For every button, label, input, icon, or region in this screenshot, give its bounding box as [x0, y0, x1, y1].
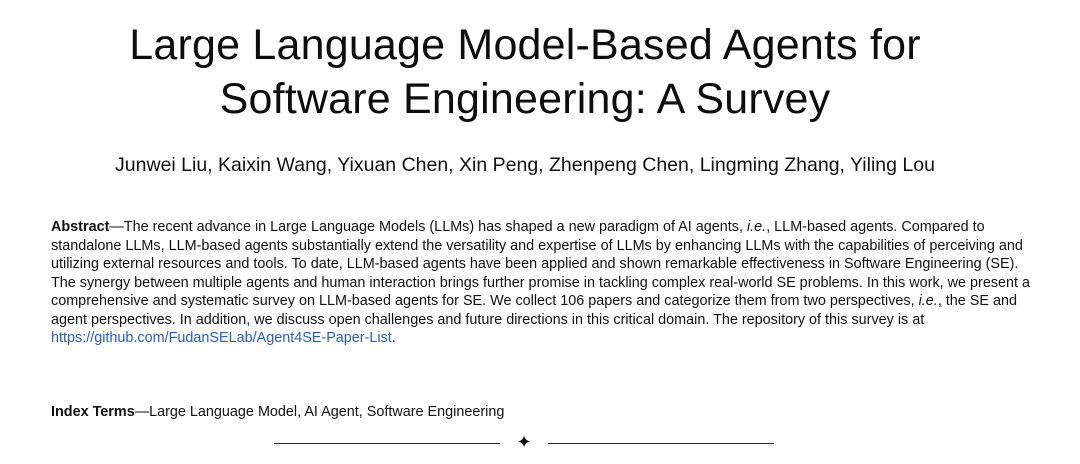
section-divider [274, 434, 774, 454]
abstract-text-2: , LLM-based agents. Compared to standalone LLMs, LLM-based agents substantially extend the versatility and expertise of LLMs by enhancing LLMs with the capabilities of perceiving and utilizing external resources and tools. To date, LLM-based agents have been applied and shown remarkable effectiveness in Software Engineering (SE). The synergy between multiple agents and human interaction brings further promise in tackling complex real-world SE problems. In this work, we present a comprehensive and systematic survey on LLM-based agents for SE. We collect 106 papers and categorize them from two perspectives, [51, 219, 1031, 309]
abstract-ie-2: i.e. [918, 293, 938, 309]
abstract-text-3: , the SE and agent perspectives. In addition, we discuss open challenges and future directions in this critical domain. The repository of this survey is at [51, 293, 1018, 328]
index-terms-text: —Large Language Model, AI Agent, Software Engineering [134, 404, 505, 420]
index-terms [51, 403, 1036, 422]
paper-title-line-1: Large Language Model-Based Agents for [129, 21, 921, 69]
abstract-paragraph [51, 218, 1036, 348]
author-list: Junwei Liu, Kaixin Wang, Yixuan Chen, Xin Peng, Zhenpeng Chen, Lingming Zhang, Yiling Lou [115, 154, 935, 176]
abstract-ie-1: i.e. [746, 219, 767, 235]
repository-link[interactable]: https://github.com/FudanSELab/Agent4SE-Paper-List [51, 330, 392, 346]
abstract-label: Abstract [51, 219, 110, 235]
divider-rule-right [548, 443, 774, 444]
index-terms-label: Index Terms [51, 404, 135, 420]
abstract-text-1: —The recent advance in Large Language Models (LLMs) has shaped a new paradigm of AI agents, [109, 219, 747, 235]
paper-title-line-2: Software Engineering: A Survey [219, 75, 831, 123]
divider-rule-left [274, 443, 500, 444]
paper-title [0, 18, 1050, 126]
abstract-end: . [391, 330, 396, 346]
diamond-ornament-icon: ✦ [516, 432, 532, 453]
